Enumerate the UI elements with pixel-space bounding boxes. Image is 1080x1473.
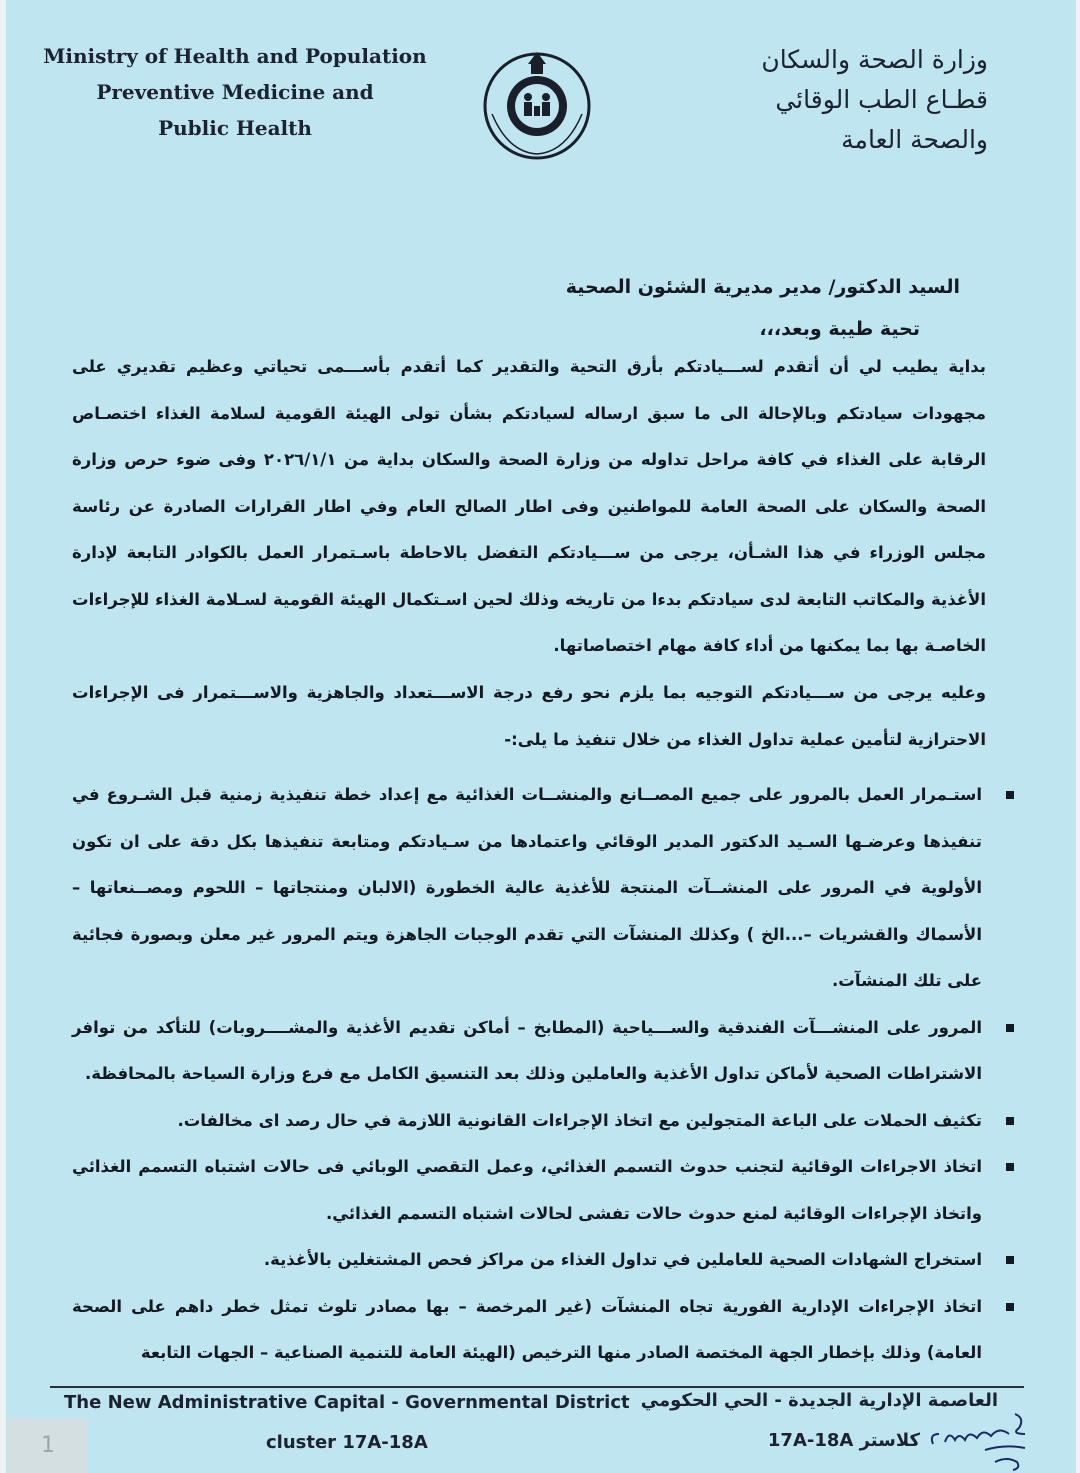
bullet-square-icon (1006, 1163, 1014, 1171)
ministry-logo-icon (478, 44, 596, 162)
paragraph-request: وعليه يرجى من ســـيادتكم التوجيه بما يلزم نحو رفع درجة الاســـتعداد والجاهزية والاســـتمرار فى الإجراءات الاحترازية لتأمين عملية تداول الغذاء من خلال تنفيذ ما يلى:- (72, 683, 986, 749)
list-item: اتخاذ الاجراءات الوقائية لتجنب حدوث التسمم الغذائي، وعمل التقصي الوبائي فى حالات اشتباه التسمم الغذائي واتخاذ الإجراءات الوقائية لمنع حدوث حالات تفشى لحالات اشتباه التسمم الغذائي. (72, 1144, 982, 1237)
list-item: اتخاذ الإجراءات الإدارية الفورية تجاه المنشآت (غير المرخصة – بها مصادر تلوث تمثل خطر داهم على الصحة العامة) وذلك بإخطار الجهة المختصة الصادر منها الترخيص (الهيئة العامة للتنمية الصناعية – الجهات التابعة (72, 1284, 982, 1377)
handwritten-reference-icon (925, 1404, 1035, 1473)
header-en-line-1: Ministry of Health and Population (43, 44, 427, 68)
list-item: استـمرار العمل بالمرور على جميع المصــانع والمنشــات الغذائية مع إعداد خطة تنفيذية زمنية قبل الشـروع في تنفيذها وعرضـها السـيد الدكتور المدير الوقائي واعتمادها من سـيادتكم ومتابعة تنفيذها بكل دقة على ان تكون الأولوية في المرور على المنشــآت المنتجة للأغذية عالية الخطورة (الالبان ومنتجاتها – اللحوم ومصــنعاتها – الأسماك والقشريات –...الخ ) وكذلك المنشآت التي تقدم الوجبات الجاهزة ويتم المرور غير معلن وبصورة فجائية على تلك المنشآت. (72, 772, 982, 1005)
bullet-square-icon (1006, 1024, 1014, 1032)
footer-address-english: The New Administrative Capital - Governmental District (64, 1392, 630, 1413)
greeting: تحية طيبة وبعد،،، (759, 318, 920, 340)
ministry-header-english (40, 38, 430, 146)
bullet-square-icon (1006, 791, 1014, 799)
bullet-square-icon (1006, 1256, 1014, 1264)
header-en-line-2: Preventive Medicine and (96, 80, 374, 104)
header-ar-line-1: وزارة الصحة والسكان (761, 45, 988, 74)
footer-cluster-english: cluster 17A-18A (266, 1432, 428, 1453)
ministry-header-arabic (688, 40, 988, 160)
letter-addressee-block (260, 266, 960, 350)
measures-list (72, 772, 1018, 1377)
footer-divider (50, 1386, 1024, 1388)
list-item: استخراج الشهادات الصحية للعاملين في تداول الغذاء من مراكز فحص المشتغلين بالأغذية. (72, 1237, 982, 1284)
bullet-square-icon (1006, 1303, 1014, 1311)
paragraph-intro: بداية يطيب لي أن أتقدم لســـيادتكم بأرق التحية والتقدير كما أتقدم بأســـمى تحياتي وعظيم تقديري على مجهودات سيادتكم وبالإحالة الى ما سبق ارساله لسيادتكم بشأن تولى الهيئة القومية لسلامة الغذاء اختصـاص الرقابة على الغذاء في كافة مراحل تداوله من وزارة الصحة والسكان بداية من ٢٠٢٦/١/١ وفى ضوء حرص وزارة الصحة والسكان على الصحة العامة للمواطنين وفى اطار الصالح العام وفي اطار القرارات الصادرة عن رئاسة مجلس الوزراء في هذا الشـأن، يرجى من ســـيادتكم التفضل بالاحاطة باسـتمرار العمل بالكوادر التابعة لإدارة الأغذية والمكاتب التابعة لدى سيادتكم بدءا من تاريخه وذلك لحين اسـتكمال الهيئة القومية لسـلامة الغذاء للإجراءات الخاصـة بها بما يمكنها من أداء كافة مهام اختصاصاتها. (72, 357, 986, 655)
addressee: السيد الدكتور/ مدير مديرية الشئون الصحية (565, 276, 960, 298)
footer-cluster-arabic: كلاستر 17A-18A (767, 1430, 920, 1451)
list-item: المرور على المنشـــآت الفندقية والســـياحية (المطابخ – أماكن تقديم الأغذية والمشــــروبات) للتأكد من توافر الاشتراطات الصحية لأماكن تداول الأغذية والعاملين وذلك بعد التنسيق الكامل مع فرع وزارة السياحة بالمحافظة. (72, 1005, 982, 1098)
header-ar-line-3: والصحة العامة (841, 125, 988, 154)
header-ar-line-2: قطـاع الطب الوقائي (775, 85, 988, 114)
list-item: تكثيف الحملات على الباعة المتجولين مع اتخاذ الإجراءات القانونية اللازمة في حال رصد اى مخالفات. (72, 1098, 982, 1145)
bullet-square-icon (1006, 1117, 1014, 1125)
footer-address-arabic: العاصمة الإدارية الجديدة - الحي الحكومي (640, 1390, 998, 1411)
page-number: 1 (8, 1418, 88, 1473)
header-en-line-3: Public Health (158, 116, 312, 140)
